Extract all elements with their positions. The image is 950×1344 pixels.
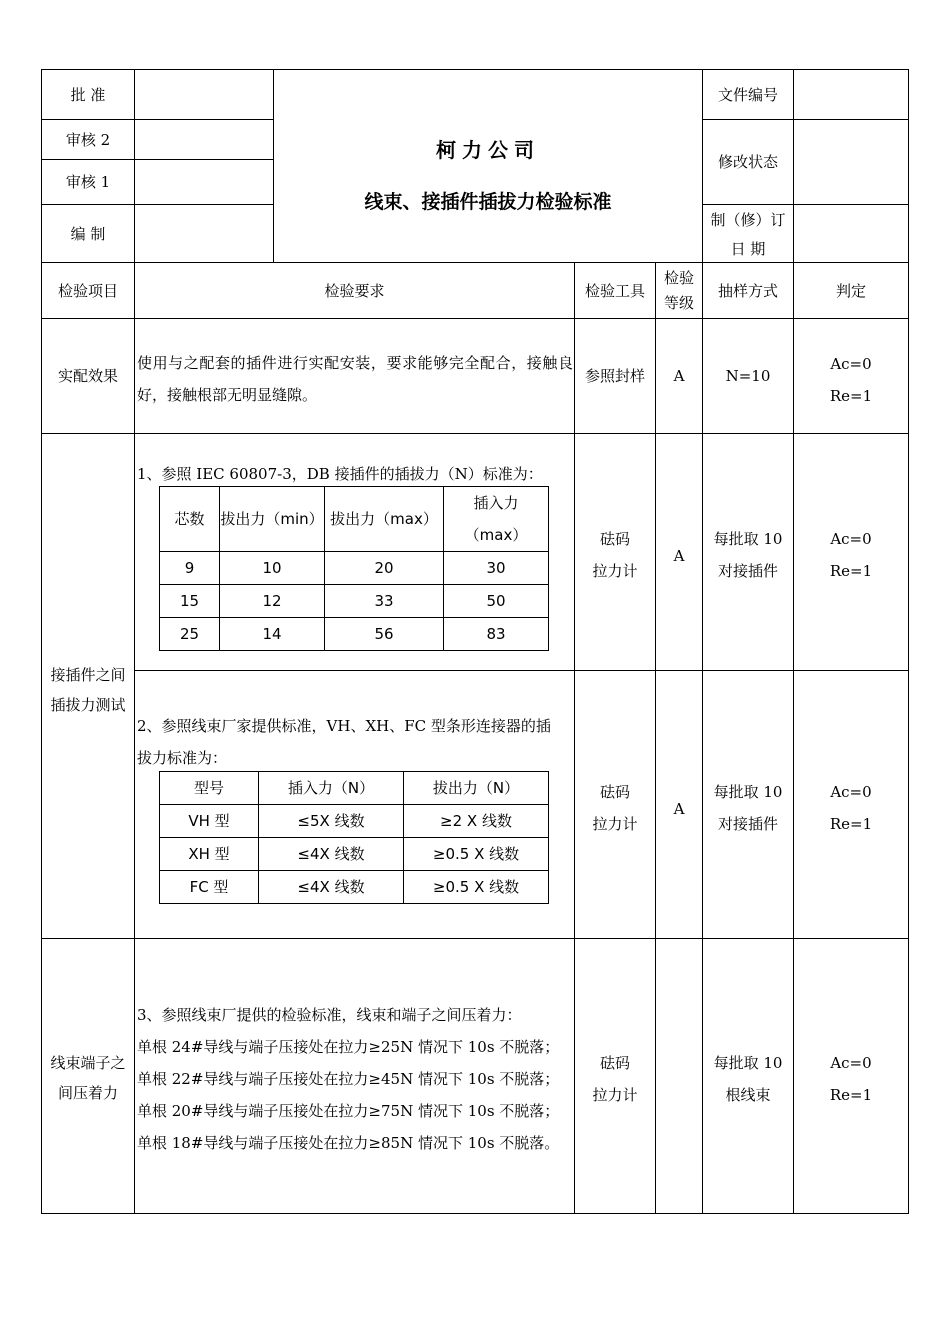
review1-label: 审核 1 <box>65 173 111 191</box>
db-connector-table <box>159 486 549 651</box>
row2a-ac: Ac=0 <box>830 530 872 548</box>
row2b-sampling-2: 对接插件 <box>717 815 778 833</box>
approve-label: 批 准 <box>70 85 106 104</box>
row1-item: 实配效果 <box>57 367 118 385</box>
row1-requirement: 使用与之配套的插件进行实配安装，要求能够完全配合，接触良好，接触根部无明显缝隙。 <box>137 354 573 404</box>
page-title: 线束、接插件插拔力检验标准 <box>364 191 612 213</box>
row2a-tool-2: 拉力计 <box>592 562 638 580</box>
table-cell: 50 <box>444 585 549 618</box>
revise-date-label-1: 制（修）订 <box>710 211 786 229</box>
row3-sampling-1: 每批取 10 <box>713 1054 783 1072</box>
row1-re: Re=1 <box>829 387 873 405</box>
row3-re: Re=1 <box>829 1086 873 1104</box>
revise-date-label-2: 日 期 <box>730 240 766 258</box>
table-cell: ≤5X 线数 <box>259 805 404 838</box>
table-cell: ≥0.5 X 线数 <box>404 838 549 871</box>
table-cell: 12 <box>220 585 325 618</box>
row1-level: A <box>673 367 685 385</box>
table-cell: 15 <box>160 585 220 618</box>
row2a-sampling-1: 每批取 10 <box>713 530 783 548</box>
compile-label: 编 制 <box>70 224 106 243</box>
table-cell: 10 <box>220 552 325 585</box>
row3-tool-2: 拉力计 <box>592 1086 638 1104</box>
row3-ac: Ac=0 <box>830 1054 872 1072</box>
row3-line: 单根 24#导线与端子压接处在拉力≥25N 情况下 10s 不脱落； <box>137 1038 560 1056</box>
column-header-level-1: 检验 <box>663 269 694 287</box>
table-cell: 20 <box>325 552 444 585</box>
row2a-intro: 1、参照 IEC 60807-3，DB 接插件的插拔力（N）标准为： <box>137 465 543 483</box>
row2b-level: A <box>673 800 685 818</box>
table-cell: ≥2 X 线数 <box>404 805 549 838</box>
group2-item-1: 接插件之间 <box>50 666 126 684</box>
table-header: 拔出力（max） <box>325 487 444 552</box>
table-cell: ≤4X 线数 <box>259 871 404 904</box>
table-cell: VH 型 <box>160 805 259 838</box>
row2b-re: Re=1 <box>829 815 873 833</box>
table-header: 拔出力（min） <box>220 487 325 552</box>
table-cell: 14 <box>220 618 325 651</box>
row3-item-2: 间压着力 <box>57 1084 118 1102</box>
column-header-requirement: 检验要求 <box>324 281 385 300</box>
row2a-level: A <box>673 547 685 565</box>
table-cell: ≥0.5 X 线数 <box>404 871 549 904</box>
column-header-level-2: 等级 <box>663 294 694 312</box>
table-header: 型号 <box>160 772 259 805</box>
row3-tool-1: 砝码 <box>599 1054 630 1072</box>
table-header: 拔出力（N） <box>404 772 549 805</box>
row2b-sampling-1: 每批取 10 <box>713 783 783 801</box>
revision-status-label: 修改状态 <box>717 153 778 171</box>
table-cell: 33 <box>325 585 444 618</box>
row2a-sampling-2: 对接插件 <box>717 562 778 580</box>
table-cell: 56 <box>325 618 444 651</box>
row2b-tool-2: 拉力计 <box>592 815 638 833</box>
row3-line: 单根 22#导线与端子压接处在拉力≥45N 情况下 10s 不脱落； <box>137 1070 560 1088</box>
table-cell: XH 型 <box>160 838 259 871</box>
table-cell: 9 <box>160 552 220 585</box>
table-header-line: 插入力 <box>473 494 519 512</box>
row2b-intro-1: 2、参照线束厂家提供标准，VH、XH、FC 型条形连接器的插 <box>137 717 551 735</box>
table-header-line: （max） <box>464 526 528 544</box>
column-header-item: 检验项目 <box>57 281 118 300</box>
review2-label: 审核 2 <box>65 130 111 149</box>
table-cell: 25 <box>160 618 220 651</box>
column-header-tool: 检验工具 <box>584 281 645 300</box>
row2a-re: Re=1 <box>829 562 873 580</box>
row1-ac: Ac=0 <box>830 355 872 373</box>
doc-number-label: 文件编号 <box>717 85 778 104</box>
row3-line: 单根 18#导线与端子压接处在拉力≥85N 情况下 10s 不脱落。 <box>137 1134 560 1152</box>
row2b-tool-1: 砝码 <box>599 783 630 801</box>
column-header-judge: 判定 <box>835 281 866 300</box>
row3-sampling-2: 根线束 <box>725 1086 771 1104</box>
table-cell: 83 <box>444 618 549 651</box>
row3-line: 3、参照线束厂提供的检验标准，线束和端子之间压着力： <box>137 1006 522 1024</box>
connector-type-table <box>159 771 549 904</box>
table-header: 芯数 <box>160 487 220 552</box>
table-header: 插入力（N） <box>259 772 404 805</box>
row3-item-1: 线束端子之 <box>50 1054 126 1072</box>
row1-tool: 参照封样 <box>584 367 645 385</box>
row2a-tool-1: 砝码 <box>599 530 630 548</box>
company-name: 柯力公司 <box>436 138 540 162</box>
row2b-intro-2: 拔力标准为： <box>137 749 228 767</box>
row1-sampling: N=10 <box>725 367 771 385</box>
group2-item-2: 插拔力测试 <box>50 696 126 714</box>
row2b-ac: Ac=0 <box>830 783 872 801</box>
column-header-sampling: 抽样方式 <box>717 281 778 300</box>
table-cell: 30 <box>444 552 549 585</box>
table-header <box>444 487 549 552</box>
row3-line: 单根 20#导线与端子压接处在拉力≥75N 情况下 10s 不脱落； <box>137 1102 560 1120</box>
table-cell: FC 型 <box>160 871 259 904</box>
table-cell: ≤4X 线数 <box>259 838 404 871</box>
